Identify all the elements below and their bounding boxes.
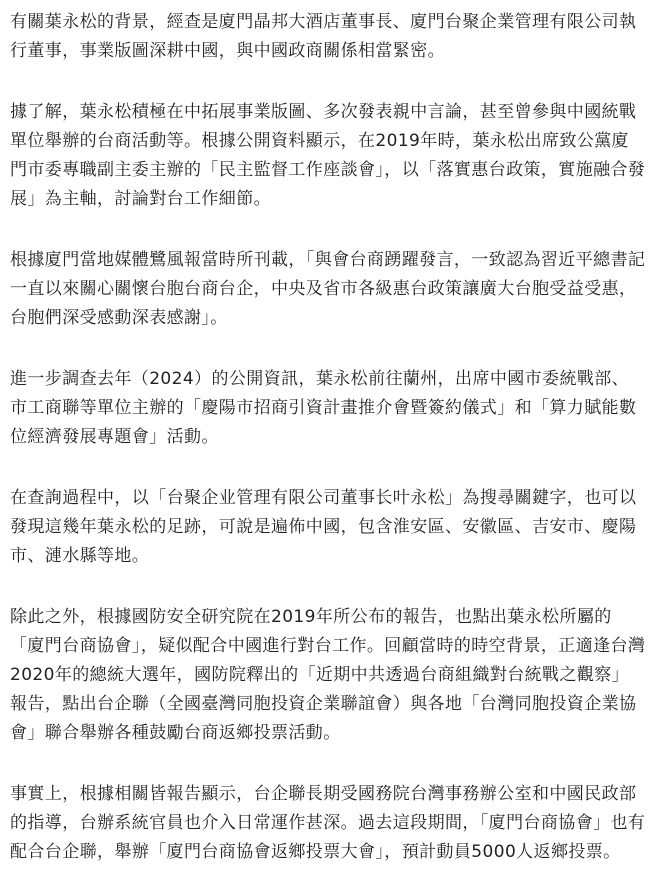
paragraph-media-report: 根據廈門當地媒體鷺風報當時所刊載，「與會台商踴躍發言，一致認為習近平總書記一直以來關心關懷台胞台商台企，中央及省市各級惠台政策讓廣大台胞受益受惠，台胞們深受感動深表感謝」。 [10, 250, 646, 328]
paragraph-search: 在查詢過程中，以「台聚企业管理有限公司董事长叶永松」為搜尋關鍵字，也可以發現這幾年葉永松的足跡，可說是遍佈中國，包含淮安區、安徽區、吉安市、慶陽市、漣水縣等地。 [10, 488, 637, 566]
paragraph-lanzhou: 進一步調查去年（2024）的公開資訊，葉永松前往蘭州，出席中國市委統戰部、市工商聯等單位主辦的「慶陽市招商引資計畫推介會暨簽約儀式」和「算力賦能數位經濟發展專題會」活動。 [10, 369, 637, 447]
paragraph-expansion: 據了解，葉永松積極在中拓展事業版圖、多次發表親中言論，甚至曾參與中國統戰單位舉辦的台商活動等。根據公開資料顯示，在2019年時，葉永松出席致公黨廈門市委專職副主委主辦的「民主監督工作座談會」，以「落實惠台政策，實施融合發展」為主軸，討論對台工作細節。 [10, 102, 646, 209]
paragraph-background: 有關葉永松的背景，經查是廈門晶邦大酒店董事長、廈門台聚企業管理有限公司執行董事，事業版圖深耕中國，與中國政商關係相當緊密。 [10, 12, 637, 61]
paragraph-defense-report: 除此之外，根據國防安全研究院在2019年所公布的報告，也點出葉永松所屬的「廈門台商協會」，疑似配合中國進行對台工作。回顧當時的時空背景，正適逢台灣2020年的總統大選年，國防院釋出的「近期中共透過台商組織對台統戰之觀察」報告，點出台企聯（全國臺灣同胞投資企業聯誼會）與各地「台灣同胞投資企業協會」聯合舉辦各種鼓勵台商返鄉投票活動。 [10, 607, 646, 743]
paragraph-fact: 事實上，根據相關皆報告顯示，台企聯長期受國務院台灣事務辦公室和中國民政部的指導，台辦系統官員也介入日常運作甚深。過去這段期間，「廈門台商協會」也有配合台企聯，舉辦「廈門台商協會返鄉投票大會」，預計動員5000人返鄉投票。 [10, 784, 646, 862]
article-body [10, 8, 646, 867]
